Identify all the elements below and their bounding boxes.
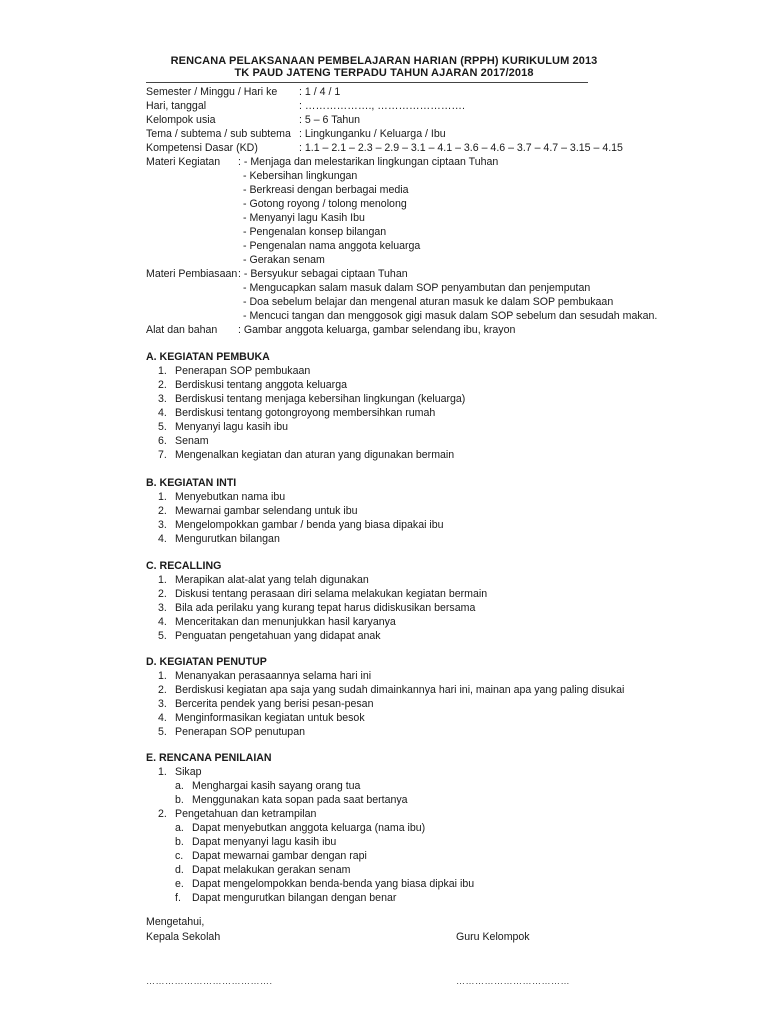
alat-bahan-label: Alat dan bahan (146, 324, 218, 336)
materi-kegiatan-label: Materi Kegiatan (146, 156, 221, 168)
materi-kegiatan-item: - Gotong royong / tolong menolong (243, 198, 407, 210)
section-heading: B. KEGIATAN INTI (146, 477, 237, 489)
materi-kegiatan-item: - Berkreasi dengan berbagai media (243, 184, 409, 196)
materi-pembiasaan-item: - Doa sebelum belajar dan mengenal aturan masuk ke dalam SOP pembukaan (243, 296, 614, 308)
info-value: : ………………., ……………………. (299, 100, 465, 112)
section-kegiatan-penutup (146, 655, 626, 739)
info-label: Semester / Minggu / Hari ke (146, 86, 278, 98)
list-item: 3. Mengelompokkan gambar / benda yang biasa dipakai ibu (158, 519, 444, 531)
signature-principal-title: Kepala Sekolah (146, 931, 221, 943)
section-heading: D. KEGIATAN PENUTUP (146, 656, 267, 668)
section-rencana-penilaian (146, 751, 626, 905)
materi-kegiatan-item: - Pengenalan nama anggota keluarga (243, 240, 421, 252)
list-item: 2. Berdiskusi kegiatan apa saja yang sudah dimainkannya hari ini, mainan apa yang paling disukai (158, 684, 625, 696)
materi-pembiasaan (146, 267, 658, 323)
info-label: Hari, tanggal (146, 100, 207, 112)
list-item: 5. Menyanyi lagu kasih ibu (158, 421, 289, 433)
document-subtitle: TK PAUD JATENG TERPADU TAHUN AJARAN 2017/2018 (234, 67, 534, 79)
sub-list-item: a. Dapat menyebutkan anggota keluarga (nama ibu) (175, 822, 426, 834)
section-recalling (146, 559, 626, 643)
list-item: 2. Mewarnai gambar selendang untuk ibu (158, 505, 358, 517)
info-row-competency (146, 141, 646, 155)
list-item: 1. Penerapan SOP pembukaan (158, 365, 311, 377)
sub-list-item: d. Dapat melakukan gerakan senam (175, 864, 351, 876)
signature-teacher-title: Guru Kelompok (456, 931, 530, 943)
section-heading: E. RENCANA PENILAIAN (146, 752, 272, 764)
info-value: : Lingkunganku / Keluarga / Ibu (299, 128, 446, 140)
materi-pembiasaan-item: - Mengucapkan salam masuk dalam SOP penyambutan dan penjemputan (243, 282, 591, 294)
info-row-semester (146, 85, 646, 99)
list-item: 2. Berdiskusi tentang anggota keluarga (158, 379, 347, 391)
info-label: Tema / subtema / sub subtema (146, 128, 291, 140)
list-item: 2. Pengetahuan dan ketrampilan (158, 808, 317, 820)
sub-list-item: b. Menggunakan kata sopan pada saat bertanya (175, 794, 408, 806)
sub-list-item: e. Dapat mengelompokkan benda-benda yang biasa dipkai ibu (175, 878, 475, 890)
info-block (146, 85, 658, 337)
info-row-age-group (146, 113, 646, 127)
list-item: 3. Berdiskusi tentang menjaga kebersihan lingkungan (keluarga) (158, 393, 466, 405)
info-label: Kelompok usia (146, 114, 216, 126)
info-row-theme (146, 127, 646, 141)
info-value: : 1.1 – 2.1 – 2.3 – 2.9 – 3.1 – 4.1 – 3.6 – 4.6 – 3.7 – 4.7 – 3.15 – 4.15 (299, 142, 623, 154)
materi-pembiasaan-label: Materi Pembiasaan (146, 268, 238, 280)
list-item: 5. Penerapan SOP penutupan (158, 726, 305, 738)
list-item: 3. Bercerita pendek yang berisi pesan-pesan (158, 698, 374, 710)
list-item: 4. Menginformasikan kegiatan untuk besok (158, 712, 365, 724)
materi-kegiatan-item: - Pengenalan konsep bilangan (243, 226, 387, 238)
list-item: 2. Diskusi tentang perasaan diri selama melakukan kegiatan bermain (158, 588, 488, 600)
materi-kegiatan (146, 155, 646, 267)
section-heading: A. KEGIATAN PEMBUKA (146, 351, 270, 363)
sub-list-item: a. Menghargai kasih sayang orang tua (175, 780, 361, 792)
title-underline (146, 82, 588, 83)
materi-pembiasaan-item: : - Bersyukur sebagai ciptaan Tuhan (238, 268, 408, 280)
section-kegiatan-pembuka (146, 350, 626, 462)
info-label: Kompetensi Dasar (KD) (146, 142, 258, 154)
list-item: 1. Sikap (158, 766, 202, 778)
list-item: 1. Menyebutkan nama ibu (158, 491, 286, 503)
list-item: 4. Menceritakan dan menunjukkan hasil karyanya (158, 616, 396, 628)
materi-kegiatan-item: - Menyanyi lagu Kasih Ibu (243, 212, 365, 224)
info-value: : 5 – 6 Tahun (299, 114, 361, 126)
sub-list-item: f. Dapat mengurutkan bilangan dengan benar (175, 892, 397, 904)
info-value: : 1 / 4 / 1 (299, 86, 341, 98)
list-item: 7. Mengenalkan kegiatan dan aturan yang digunakan bermain (158, 449, 455, 461)
section-kegiatan-inti (146, 476, 626, 546)
info-row-date (146, 99, 646, 113)
materi-kegiatan-item: - Kebersihan lingkungan (243, 170, 358, 182)
materi-kegiatan-item: - Gerakan senam (243, 254, 325, 266)
signature-acknowledge: Mengetahui, (146, 916, 205, 928)
materi-kegiatan-item: : - Menjaga dan melestarikan lingkungan ciptaan Tuhan (238, 156, 499, 168)
list-item: 4. Mengurutkan bilangan (158, 533, 280, 545)
signature-line-principal: …………………………………. (146, 976, 273, 986)
sub-list-item: c. Dapat mewarnai gambar dengan rapi (175, 850, 367, 862)
materi-pembiasaan-item: - Mencuci tangan dan menggosok gigi masuk dalam SOP sebelum dan sesudah makan. (243, 310, 658, 322)
list-item: 6. Senam (158, 435, 209, 447)
list-item: 3. Bila ada perilaku yang kurang tepat harus didiskusikan bersama (158, 602, 476, 614)
list-item: 1. Menanyakan perasaannya selama hari ini (158, 670, 372, 682)
list-item: 1. Merapikan alat-alat yang telah digunakan (158, 574, 369, 586)
alat-bahan-value: : Gambar anggota keluarga, gambar selendang ibu, krayon (238, 324, 516, 336)
list-item: 5. Penguatan pengetahuan yang didapat anak (158, 630, 381, 642)
sub-list-item: b. Dapat menyanyi lagu kasih ibu (175, 836, 337, 848)
alat-bahan (146, 323, 646, 337)
section-heading: C. RECALLING (146, 560, 222, 572)
signature-line-teacher: ……………………………… (456, 976, 570, 986)
document-title: RENCANA PELAKSANAAN PEMBELAJARAN HARIAN (RPPH) KURIKULUM 2013 (170, 55, 598, 67)
list-item: 4. Berdiskusi tentang gotongroyong membersihkan rumah (158, 407, 436, 419)
